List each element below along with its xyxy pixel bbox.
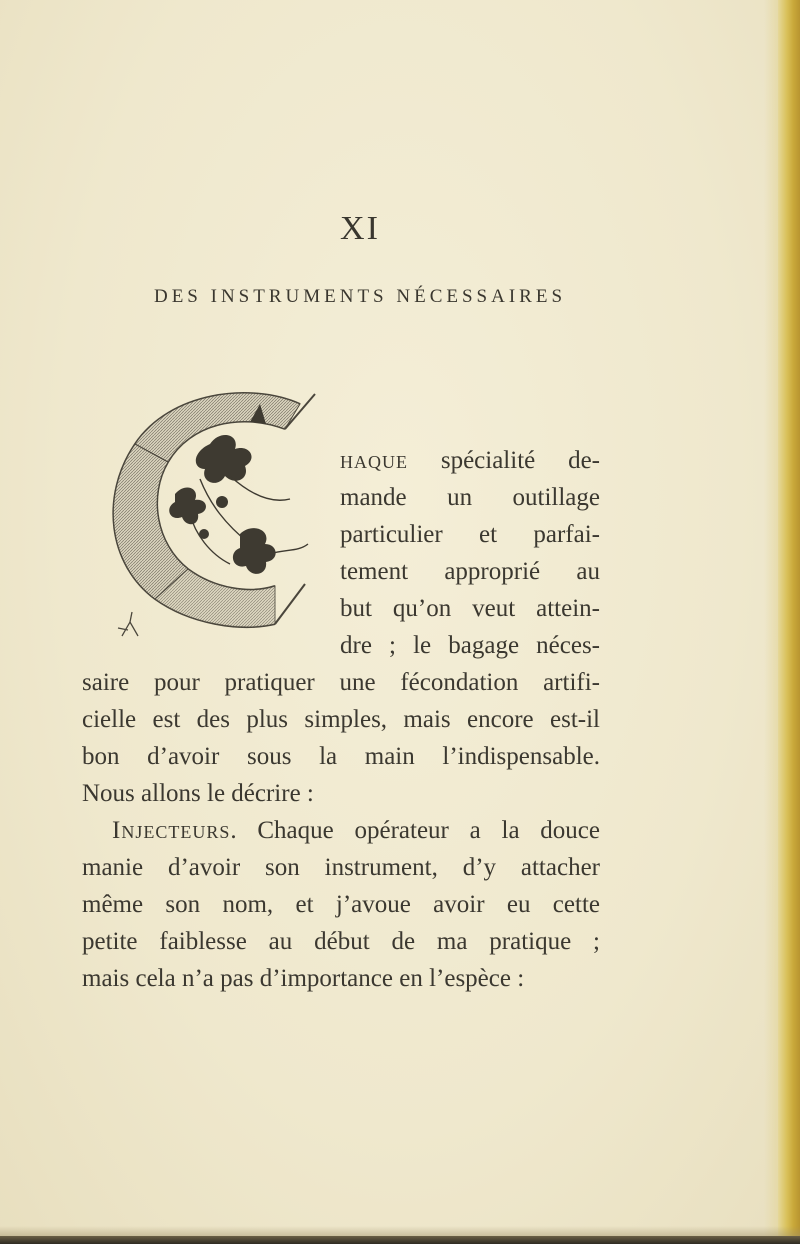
text-line (340, 446, 600, 476)
text-span: spécialité de- (408, 447, 600, 474)
lead-smallcaps: Injecteurs (112, 817, 231, 844)
text-line: même son nom, et j’avoue avoir eu cette (82, 891, 600, 918)
chapter-title: DES INSTRUMENTS NÉCESSAIRES (153, 286, 567, 307)
text-line: mais cela n’a pas d’importance en l’espèce : (82, 965, 525, 992)
text-line: saire pour pratiquer une fécondation artifi- (82, 669, 600, 696)
text-line: Nous allons le décrire : (82, 780, 314, 807)
text-line: mande un outillage (340, 484, 600, 511)
chapter-number: XI (340, 210, 380, 247)
text-line: tement approprié au (340, 558, 600, 585)
lead-smallcaps: haque (340, 447, 408, 474)
text-line: cielle est des plus simples, mais encore est-il (82, 706, 600, 733)
text-line: bon d’avoir sous la main l’indispensable. (82, 743, 600, 770)
text-line: but qu’on veut attein- (340, 595, 600, 622)
text-line: manie d’avoir son instrument, d’y attacher (82, 854, 600, 881)
text-line: petite faiblesse au début de ma pratique ; (82, 928, 600, 955)
text-span: . Chaque opérateur a la douce (230, 817, 600, 844)
text-line (112, 816, 600, 846)
text-line: dre ; le bagage néces- (340, 632, 600, 659)
text-line: particulier et parfai- (340, 521, 600, 548)
